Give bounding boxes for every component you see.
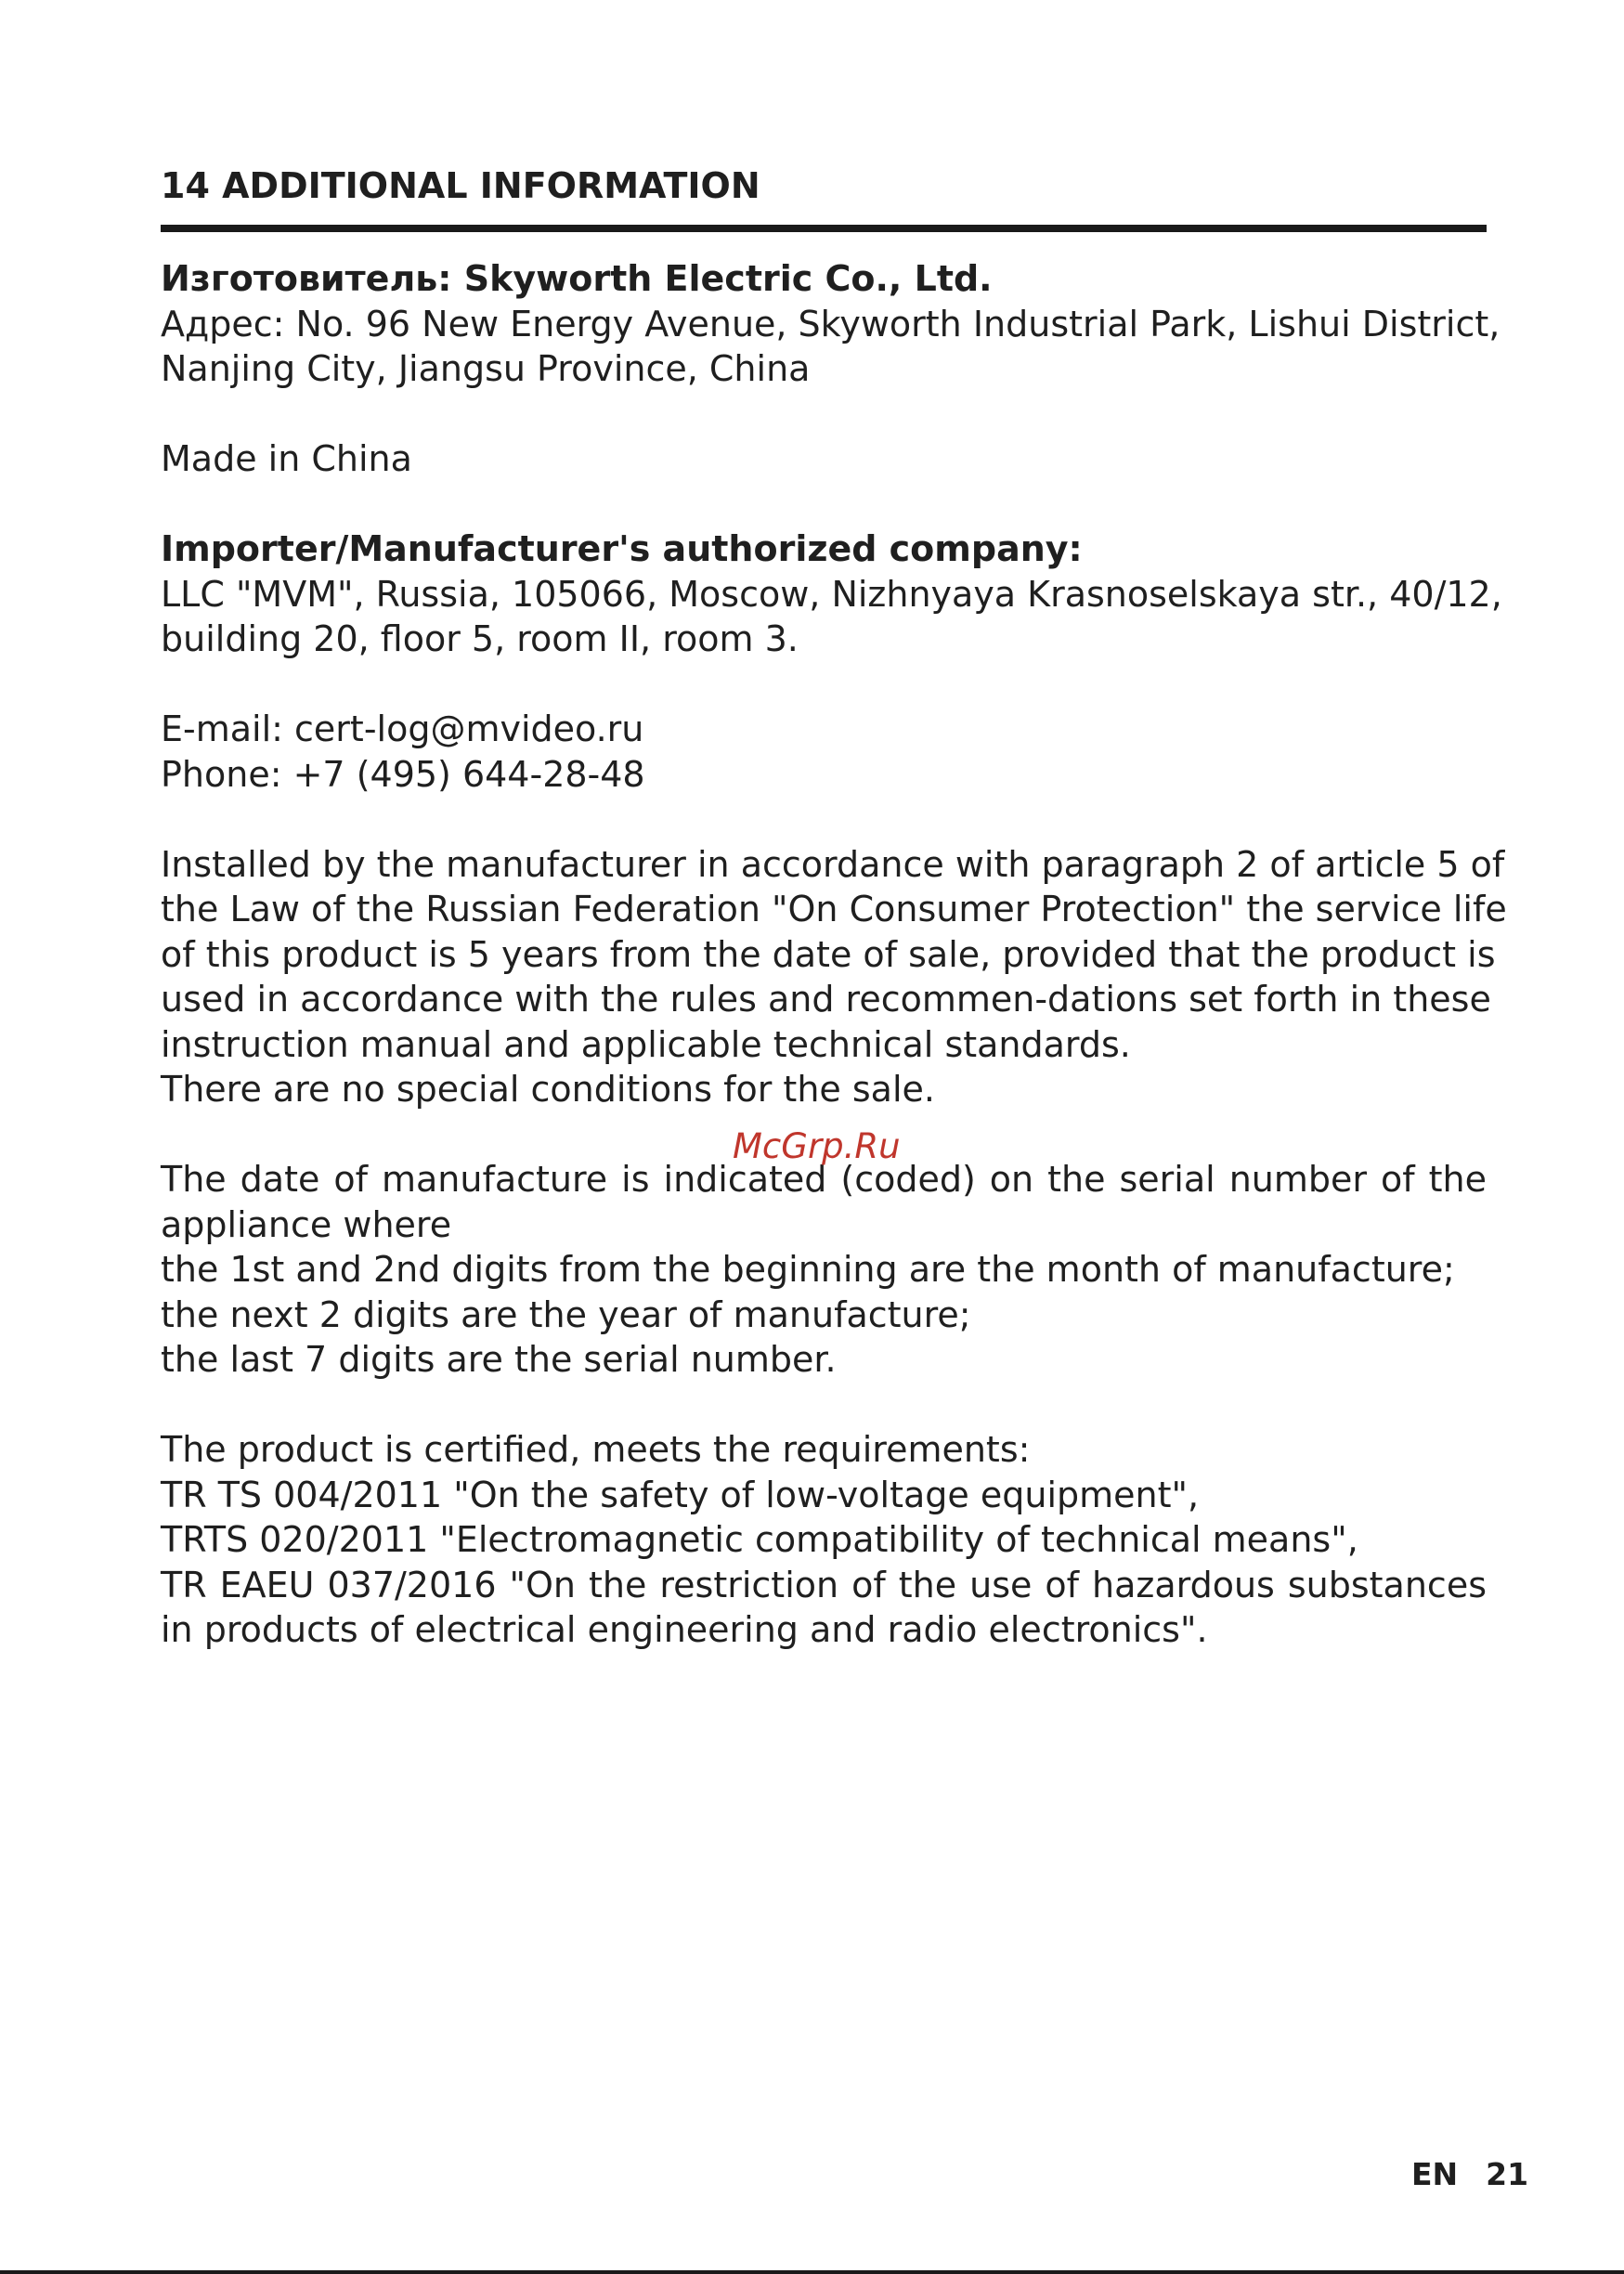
service-life-line-4: used in accordance with the rules and recommen-dations set forth in these [161, 979, 1491, 1020]
service-life-line-5: instruction manual and applicable technical standards. [161, 1023, 1131, 1065]
contacts-block [161, 707, 1487, 797]
certification-line-1: The product is certified, meets the requirements: [161, 1429, 1031, 1470]
contact-email: E-mail: cert-log@mvideo.ru [161, 708, 644, 749]
certification-line-5: in products of electrical engineering and radio electronics". [161, 1609, 1208, 1650]
manufacture-date-line-2: appliance where [161, 1203, 452, 1245]
manufacture-date-block [161, 1157, 1487, 1383]
service-life-line-2: the Law of the Russian Federation "On Consumer Protection" the service life [161, 889, 1507, 929]
service-life-line-6: There are no special conditions for the sale. [161, 1069, 935, 1110]
service-life-line-1: Installed by the manufacturer in accordance with paragraph 2 of article 5 of [161, 843, 1505, 885]
origin-text: Made in China [161, 438, 412, 479]
certification-block [161, 1427, 1487, 1653]
footer-language: EN [1411, 2156, 1459, 2192]
document-content [161, 256, 1507, 1697]
page-footer [1411, 2156, 1528, 2192]
manufacturer-address-line-1: Адрес: No. 96 New Energy Avenue, Skyworth Industrial Park, Lishui District, [161, 303, 1501, 344]
importer-block [161, 526, 1502, 662]
importer-heading: Importer/Manufacturer's authorized company: [161, 528, 1083, 569]
service-life-line-3: of this product is 5 years from the date of sale, provided that the product is [161, 933, 1496, 975]
manufacture-date-line-1: The date of manufacture is indicated (coded) on the serial number of the [161, 1159, 1487, 1200]
manufacturer-heading: Изготовитель: Skyworth Electric Co., Ltd. [161, 258, 993, 299]
manufacturer-address-line-2: Nanjing City, Jiangsu Province, China [161, 348, 811, 389]
title-underline [161, 225, 1487, 232]
certification-line-3: TRTS 020/2011 "Electromagnetic compatibility of technical means", [161, 1519, 1358, 1560]
certification-line-2: TR TS 004/2011 "On the safety of low-voltage equipment", [161, 1474, 1200, 1515]
service-life-block [161, 842, 1507, 1112]
importer-line-2: building 20, floor 5, room II, room 3. [161, 618, 799, 659]
certification-line-4: TR EAEU 037/2016 "On the restriction of the use of hazardous substances [161, 1564, 1487, 1605]
importer-line-1: LLC "MVM", Russia, 105066, Moscow, Nizhnyaya Krasnoselskaya str., 40/12, [161, 573, 1502, 615]
manufacture-date-line-4: the next 2 digits are the year of manufacture; [161, 1293, 971, 1335]
watermark-text: McGrp.Ru [733, 1126, 901, 1166]
contact-phone: Phone: +7 (495) 644-28-48 [161, 753, 645, 795]
manufacture-date-line-3: the 1st and 2nd digits from the beginning are the month of manufacture; [161, 1249, 1455, 1290]
section-title: 14 ADDITIONAL INFORMATION [161, 165, 760, 206]
footer-page-number: 21 [1486, 2156, 1529, 2192]
manufacturer-block [161, 256, 1501, 392]
manufacture-date-line-5: the last 7 digits are the serial number. [161, 1339, 837, 1380]
bottom-border [0, 2270, 1624, 2274]
origin-block [161, 436, 1487, 482]
